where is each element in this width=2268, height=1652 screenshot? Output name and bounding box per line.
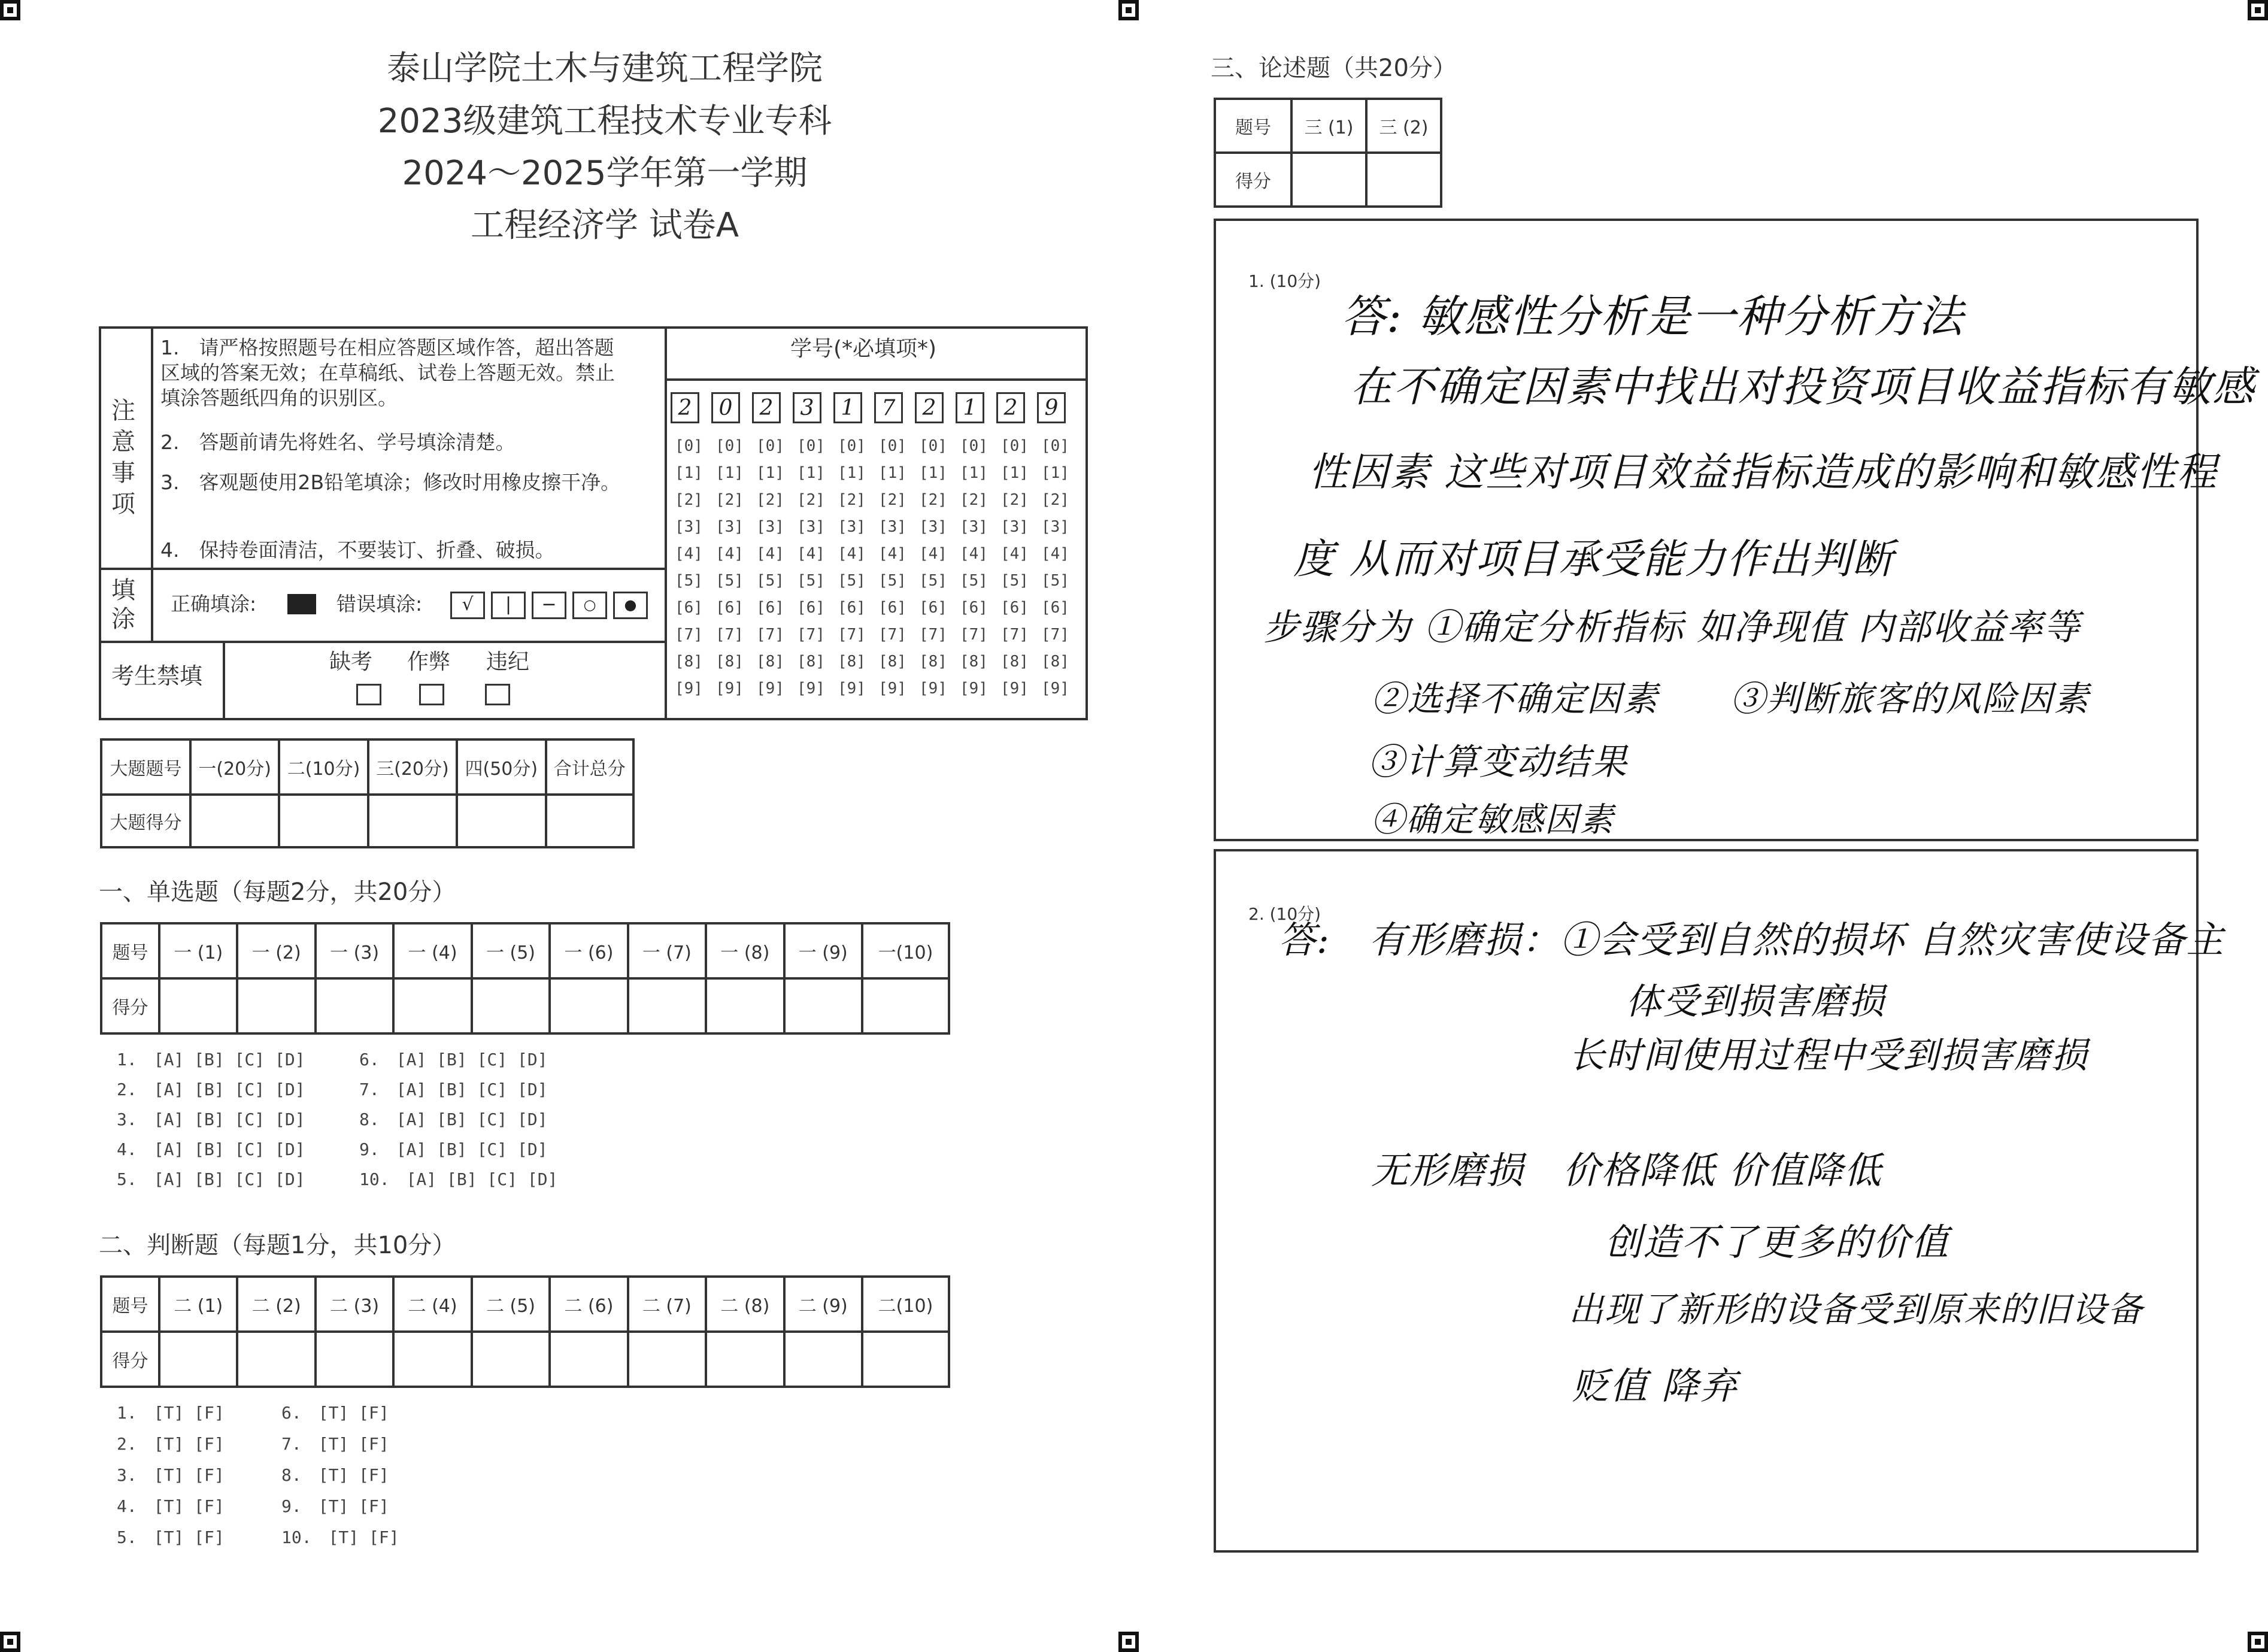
section1-header-cell: 一 (6) [550,923,627,978]
section3-score-cell [1366,153,1441,207]
student-id-digit: 2 [996,392,1025,423]
id-bubble[interactable]: [5] [1000,572,1029,590]
id-bubble[interactable]: [6] [715,599,744,617]
id-bubble[interactable]: [9] [960,680,988,698]
id-bubble[interactable]: [6] [838,599,866,617]
id-bubble[interactable]: [6] [1000,599,1029,617]
corner-mark-bottom-right [2248,1632,2268,1652]
student-id-digit: 7 [874,392,903,423]
notice-divider-id [665,326,667,720]
section3-score-label: 得分 [1215,153,1291,207]
notice-divider-h2 [99,641,666,643]
answer-option-row[interactable]: 3. [T] [F] [117,1465,225,1485]
id-bubble[interactable]: [7] [919,626,947,644]
absent-checkbox[interactable] [356,684,381,705]
id-bubble[interactable]: [1] [797,464,825,482]
id-bubble[interactable]: [0] [756,437,784,455]
id-bubble[interactable]: [4] [878,545,906,563]
section1-score-cell [706,978,784,1033]
section1-header-cell: 一(10) [862,923,949,978]
id-bubble[interactable]: [2] [675,491,703,509]
id-bubble[interactable]: [0] [1000,437,1029,455]
id-bubble[interactable]: [6] [675,599,703,617]
id-bubble[interactable]: [6] [919,599,947,617]
wrong-fill-label: 错误填涂: [336,592,423,616]
id-bubble[interactable]: [3] [919,518,947,536]
id-bubble[interactable]: [9] [675,680,703,698]
section1-score-cell [472,978,550,1033]
corner-mark-top-center [1118,0,1139,20]
section2-score-label: 得分 [101,1332,159,1387]
section1-score-cell [862,978,949,1033]
id-bubble[interactable]: [1] [715,464,744,482]
section2-header-cell: 二 (8) [706,1277,784,1332]
id-bubble[interactable]: [3] [715,518,744,536]
section2-score-cell [237,1332,315,1387]
id-bubble[interactable]: [5] [756,572,784,590]
section1-score-cell [316,978,393,1033]
id-bubble[interactable]: [7] [1041,626,1069,644]
id-bubble[interactable]: [0] [1041,437,1069,455]
handwritten-line: 无形磨损 价格降低 价值降低 [1371,1148,1882,1192]
notice-item-2: 2. 答题前请先将姓名、学号填涂清楚。 [160,431,516,454]
id-bubble[interactable]: [4] [797,545,825,563]
summary-score-cell [546,795,634,847]
answer-option-row[interactable]: 4. [T] [F] [117,1496,225,1516]
wrong-mark-circle: ○ [572,592,607,619]
fill-label: 填涂 [111,577,135,633]
section1-score-table [100,922,950,1035]
student-id-digit: 2 [915,392,944,423]
id-bubble[interactable]: [2] [878,491,906,509]
section2-title: 二、判断题（每题1分，共10分） [99,1232,456,1259]
id-bubble[interactable]: [8] [838,653,866,671]
section2-header-cell: 二 (5) [472,1277,550,1332]
answer-option-row[interactable]: 4. [A] [B] [C] [D] [117,1139,305,1159]
id-bubble[interactable]: [0] [919,437,947,455]
id-bubble[interactable]: [5] [960,572,988,590]
section1-header-cell: 一 (4) [393,923,471,978]
section1-header-cell: 一 (5) [472,923,550,978]
id-bubble[interactable]: [2] [715,491,744,509]
id-bubble[interactable]: [8] [675,653,703,671]
answer-option-row[interactable]: 1. [A] [B] [C] [D] [117,1050,305,1069]
id-bubble[interactable]: [9] [838,680,866,698]
summary-header-label: 大题题号 [101,739,190,795]
section2-score-cell [784,1332,862,1387]
answer-option-row[interactable]: 7. [A] [B] [C] [D] [359,1080,548,1099]
id-bubble[interactable]: [5] [919,572,947,590]
id-bubble[interactable]: [4] [1000,545,1029,563]
student-id-digit: 1 [956,392,984,423]
section2-score-cell [316,1332,393,1387]
answer-option-row[interactable]: 2. [T] [F] [117,1434,225,1454]
section1-score-label: 得分 [101,978,159,1033]
section1-header-cell: 一 (9) [784,923,862,978]
handwritten-line: ④确定敏感因素 [1371,801,1614,839]
header-line-3: 2024～2025学年第一学期 [402,154,808,193]
id-bubble[interactable]: [7] [756,626,784,644]
id-bubble[interactable]: [8] [878,653,906,671]
answer-option-row[interactable]: 1. [T] [F] [117,1403,225,1423]
answer-option-row[interactable]: 5. [A] [B] [C] [D] [117,1169,305,1189]
section1-score-cell [237,978,315,1033]
id-bubble[interactable]: [4] [756,545,784,563]
section2-header-cell: 二 (1) [159,1277,237,1332]
summary-score-cell [190,795,279,847]
id-bubble[interactable]: [9] [1000,680,1029,698]
id-bubble[interactable]: [9] [878,680,906,698]
summary-score-label: 大题得分 [101,795,190,847]
id-bubble[interactable]: [9] [756,680,784,698]
section1-header-cell: 一 (2) [237,923,315,978]
student-id-digit: 1 [833,392,862,423]
id-bubble[interactable]: [7] [1000,626,1029,644]
handwritten-line: 长时间使用过程中受到损害磨损 [1569,1035,2088,1077]
answer-option-row[interactable]: 7. [T] [F] [281,1434,389,1454]
id-bubble[interactable]: [1] [919,464,947,482]
id-bubble[interactable]: [1] [1041,464,1069,482]
section2-header-label: 题号 [101,1277,159,1332]
answer-option-row[interactable]: 9. [T] [F] [281,1496,389,1516]
summary-score-cell [457,795,545,847]
id-bubble[interactable]: [3] [797,518,825,536]
section2-header-cell: 二 (4) [393,1277,471,1332]
handwritten-line: ②选择不确定因素 ③判断旅客的风险因素 [1371,678,2090,719]
section2-score-cell [393,1332,471,1387]
id-bubble[interactable]: [0] [960,437,988,455]
student-id-digit: 3 [793,392,821,423]
handwritten-line: 体受到损害磨损 [1626,981,1885,1023]
id-bubble[interactable]: [5] [878,572,906,590]
section2-header-cell: 二 (6) [550,1277,627,1332]
id-bubble[interactable]: [6] [797,599,825,617]
id-bubble[interactable]: [7] [715,626,744,644]
notice-item-1: 1. 请严格按照题号在相应答题区域作答，超出答题区域的答案无效；在草稿纸、试卷上答题无效。禁止填涂答题纸四角的识别区。 [160,336,615,410]
id-bubble[interactable]: [8] [797,653,825,671]
answer-option-row[interactable]: 10. [T] [F] [281,1527,399,1547]
id-bubble[interactable]: [8] [1041,653,1069,671]
id-bubble[interactable]: [3] [878,518,906,536]
corner-mark-bottom-left [0,1632,20,1652]
section2-score-cell [159,1332,237,1387]
id-bubble[interactable]: [7] [797,626,825,644]
wrong-mark-bar: | [491,592,526,619]
id-bubble[interactable]: [3] [756,518,784,536]
id-bubble[interactable]: [6] [756,599,784,617]
id-bubble[interactable]: [2] [1000,491,1029,509]
id-bubble[interactable]: [5] [838,572,866,590]
id-bubble[interactable]: [9] [797,680,825,698]
id-bubble[interactable]: [4] [715,545,744,563]
notice-divider-left [151,326,153,569]
answer-option-row[interactable]: 8. [A] [B] [C] [D] [359,1110,548,1129]
id-bubble[interactable]: [5] [797,572,825,590]
handwritten-line: 在不确定因素中找出对投资项目收益指标有敏感 [1350,362,2255,411]
answer-option-row[interactable]: 6. [T] [F] [281,1403,389,1423]
handwritten-line: 创造不了更多的价值 [1605,1220,1950,1264]
id-bubble[interactable]: [2] [838,491,866,509]
handwritten-line: 答: 敏感性分析是一种分析方法 [1341,291,1964,342]
id-bubble[interactable]: [5] [675,572,703,590]
id-bubble[interactable]: [1] [1000,464,1029,482]
student-id-digit: 2 [671,392,699,423]
correct-fill-label: 正确填涂: [171,592,257,616]
answer-option-row[interactable]: 10. [A] [B] [C] [D] [359,1169,558,1189]
summary-header-part2: 二(10分) [279,739,368,795]
id-bubble[interactable]: [2] [960,491,988,509]
summary-header-part3: 三(20分) [368,739,457,795]
id-bubble[interactable]: [2] [756,491,784,509]
section2-score-cell [472,1332,550,1387]
id-bubble[interactable]: [1] [756,464,784,482]
handwritten-line: 贬值 降弃 [1572,1364,1738,1408]
section2-score-cell [628,1332,706,1387]
section2-header-cell: 二 (7) [628,1277,706,1332]
student-id-digit: 2 [752,392,781,423]
id-bubble[interactable]: [7] [838,626,866,644]
id-bubble[interactable]: [0] [878,437,906,455]
id-bubble[interactable]: [5] [1041,572,1069,590]
id-bubble[interactable]: [1] [878,464,906,482]
id-bubble[interactable]: [1] [960,464,988,482]
id-bubble[interactable]: [1] [838,464,866,482]
id-bubble[interactable]: [9] [919,680,947,698]
id-bubble[interactable]: [4] [675,545,703,563]
correct-fill-sample [287,594,316,614]
handwritten-line: ③计算变动结果 [1368,741,1628,783]
answer-option-row[interactable]: 8. [T] [F] [281,1465,389,1485]
id-bubble[interactable]: [1] [675,464,703,482]
id-bubble[interactable]: [8] [756,653,784,671]
violation-checkbox[interactable] [485,684,510,705]
summary-score-cell [279,795,368,847]
handwritten-line: 性因素 这些对项目效益指标造成的影响和敏感性程 [1308,449,2218,495]
violation-label: 违纪 [486,650,530,674]
id-bubble[interactable]: [8] [960,653,988,671]
summary-header-part1: 一(20分) [190,739,279,795]
answer-option-row[interactable]: 6. [A] [B] [C] [D] [359,1050,548,1069]
answer-option-row[interactable]: 3. [A] [B] [C] [D] [117,1110,305,1129]
section2-header-cell: 二 (3) [316,1277,393,1332]
id-bubble[interactable]: [8] [1000,653,1029,671]
section3-score-cell [1291,153,1366,207]
handwritten-line: 步骤分为 ①确定分析指标 如净现值 内部收益率等 [1263,607,2081,648]
id-bubble[interactable]: [7] [675,626,703,644]
id-bubble[interactable]: [4] [960,545,988,563]
absent-label: 缺考 [329,650,373,674]
header-line-1: 泰山学院土木与建筑工程学院 [387,49,823,88]
wrong-mark-dot: ● [613,592,648,619]
id-bubble[interactable]: [6] [960,599,988,617]
section1-header-cell: 一 (8) [706,923,784,978]
wrong-fill-samples [450,592,648,619]
forbidden-label: 考生禁填 [111,663,203,689]
id-bubble[interactable]: [0] [715,437,744,455]
section2-header-cell: 二(10) [862,1277,949,1332]
section2-score-cell [862,1332,949,1387]
notice-divider-forbid [223,641,225,720]
id-bubble[interactable]: [3] [1000,518,1029,536]
corner-mark-bottom-center [1118,1632,1139,1652]
cheat-checkbox[interactable] [419,684,444,705]
handwritten-line: 出现了新形的设备受到原来的旧设备 [1569,1289,2144,1330]
id-label-line [665,378,1088,381]
section1-header-cell: 一 (1) [159,923,237,978]
section1-header-cell: 一 (7) [628,923,706,978]
answer-option-row[interactable]: 2. [A] [B] [C] [D] [117,1080,305,1099]
cheat-label: 作弊 [407,650,451,674]
section3-header-q2: 三 (2) [1366,99,1441,153]
wrong-mark-dash: − [532,592,566,619]
summary-header-total: 合计总分 [546,739,634,795]
section1-score-cell [393,978,471,1033]
id-bubble[interactable]: [8] [715,653,744,671]
id-bubble[interactable]: [4] [1041,545,1069,563]
student-id-digit: 0 [711,392,740,423]
id-bubble[interactable]: [6] [1041,599,1069,617]
id-bubble[interactable]: [8] [919,653,947,671]
id-bubble[interactable]: [2] [1041,491,1069,509]
id-bubble[interactable]: [3] [1041,518,1069,536]
section2-header-cell: 二 (9) [784,1277,862,1332]
section1-header-cell: 一 (3) [316,923,393,978]
summary-table [100,738,635,848]
section2-header-cell: 二 (2) [237,1277,315,1332]
id-bubble[interactable]: [2] [919,491,947,509]
id-bubble[interactable]: [3] [960,518,988,536]
id-bubble[interactable]: [3] [838,518,866,536]
id-bubble[interactable]: [9] [1041,680,1069,698]
q1-label: 1. (10分) [1248,271,1321,291]
handwritten-line: 度 从而对项目承受能力作出判断 [1293,536,1894,583]
section1-title: 一、单选题（每题2分，共20分） [99,878,456,906]
id-bubble[interactable]: [5] [715,572,744,590]
handwritten-line: 答: 有形磨损：①会受到自然的损坏 自然灾害使设备主 [1278,918,2225,962]
section3-title: 三、论述题（共20分） [1211,54,1457,82]
student-id-digit: 9 [1037,392,1066,423]
notice-item-4: 4. 保持卷面清洁，不要装订、折叠、破损。 [160,538,555,562]
wrong-mark-check: √ [450,592,485,619]
section1-score-cell [159,978,237,1033]
id-bubble[interactable]: [4] [838,545,866,563]
summary-header-part4: 四(50分) [457,739,545,795]
id-bubble[interactable]: [4] [919,545,947,563]
section3-header-label: 题号 [1215,99,1291,153]
section1-score-cell [550,978,627,1033]
notice-divider-h1 [99,568,666,570]
id-bubble[interactable]: [9] [715,680,744,698]
section2-score-cell [706,1332,784,1387]
id-bubble[interactable]: [2] [797,491,825,509]
student-id-label: 学号(*必填项*) [790,337,937,361]
id-bubble[interactable]: [0] [838,437,866,455]
id-bubble[interactable]: [3] [675,518,703,536]
section2-score-cell [550,1332,627,1387]
corner-mark-top-right [2248,0,2268,20]
notice-divider-fill [151,568,153,641]
id-bubble[interactable]: [6] [878,599,906,617]
id-bubble[interactable]: [0] [797,437,825,455]
header-line-4: 工程经济学 试卷A [470,206,739,245]
section2-score-table [100,1275,950,1388]
section3-header-q1: 三 (1) [1291,99,1366,153]
section1-score-cell [784,978,862,1033]
notice-item-3: 3. 客观题使用2B铅笔填涂；修改时用橡皮擦干净。 [160,471,621,494]
summary-score-cell [368,795,457,847]
answer-option-row[interactable]: 9. [A] [B] [C] [D] [359,1139,548,1159]
answer-option-row[interactable]: 5. [T] [F] [117,1527,225,1547]
id-bubble[interactable]: [7] [960,626,988,644]
notice-side-label: 注意事项 [111,397,135,518]
id-bubble[interactable]: [0] [675,437,703,455]
section3-score-table [1214,98,1442,208]
section1-score-cell [628,978,706,1033]
id-bubble[interactable]: [7] [878,626,906,644]
header-line-2: 2023级建筑工程技术专业专科 [377,102,832,141]
section1-header-label: 题号 [101,923,159,978]
q2-label: 2. (10分) [1248,904,1321,924]
corner-mark-top-left [0,0,20,20]
